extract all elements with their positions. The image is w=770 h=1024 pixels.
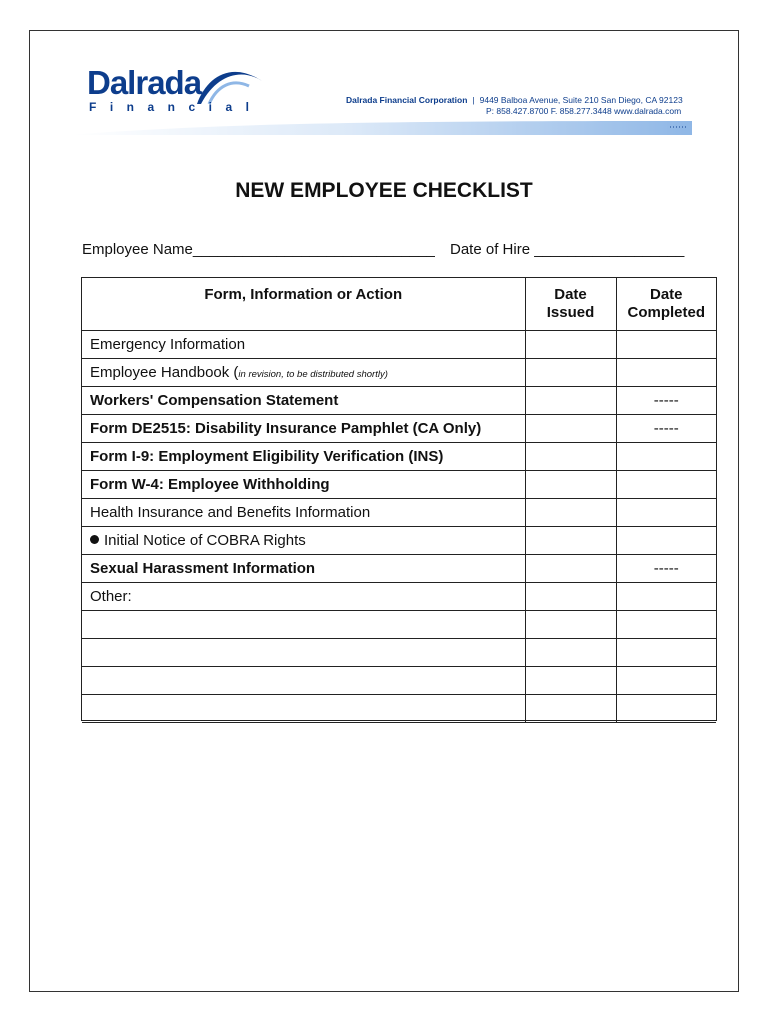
page-title: NEW EMPLOYEE CHECKLIST <box>235 179 533 202</box>
date-completed-cell[interactable] <box>616 695 716 723</box>
date-completed-cell[interactable] <box>616 443 716 471</box>
table-row <box>82 443 716 471</box>
row-label[interactable] <box>82 695 525 723</box>
date-issued-cell[interactable] <box>525 527 616 555</box>
table-row <box>82 611 716 639</box>
date-completed-cell[interactable] <box>616 583 716 611</box>
table-row <box>82 639 716 667</box>
logo-subtitle: Financial <box>89 100 263 114</box>
table-header-row <box>82 278 716 331</box>
row-label[interactable]: Other: <box>82 583 525 611</box>
checklist-table <box>81 277 717 721</box>
employee-name-field[interactable]: Employee Name_____________________________ <box>82 241 435 258</box>
date-completed-cell[interactable] <box>616 499 716 527</box>
row-label: Form DE2515: Disability Insurance Pamphlet (CA Only) <box>82 415 525 443</box>
row-label: Emergency Information <box>82 331 525 359</box>
corp-address-line <box>346 95 683 105</box>
date-issued-cell[interactable] <box>525 443 616 471</box>
corp-name: Dalrada Financial Corporation <box>346 95 468 105</box>
date-completed-cell[interactable] <box>616 667 716 695</box>
table-row <box>82 471 716 499</box>
table-row <box>82 499 716 527</box>
corp-contact: P: 858.427.8700 F. 858.277.3448 www.dalrada.com <box>486 106 682 116</box>
row-label[interactable] <box>82 667 525 695</box>
table-row <box>82 331 716 359</box>
date-issued-cell[interactable] <box>525 331 616 359</box>
row-label: Employee Handbook (in revision, to be distributed shortly) <box>82 359 525 387</box>
header-date-issued: Date Issued <box>525 278 616 331</box>
row-label: Form I-9: Employment Eligibility Verification (INS) <box>82 443 525 471</box>
date-completed-cell[interactable] <box>616 359 716 387</box>
table-row <box>82 555 716 583</box>
separator: | <box>472 95 475 105</box>
header-date-completed: Date Completed <box>616 278 716 331</box>
table-row <box>82 359 716 387</box>
date-issued-cell[interactable] <box>525 499 616 527</box>
date-issued-cell[interactable] <box>525 387 616 415</box>
date-of-hire-field[interactable]: Date of Hire __________________ <box>450 241 685 258</box>
row-label[interactable] <box>82 639 525 667</box>
date-issued-cell[interactable] <box>525 583 616 611</box>
logo-wordmark: Dalrada <box>87 64 202 101</box>
date-completed-cell[interactable] <box>616 331 716 359</box>
row-label: Health Insurance and Benefits Information <box>82 499 525 527</box>
table-row <box>82 583 716 611</box>
row-label: Initial Notice of COBRA Rights <box>82 527 525 555</box>
date-issued-cell[interactable] <box>525 359 616 387</box>
date-issued-cell[interactable] <box>525 555 616 583</box>
row-label: Sexual Harassment Information <box>82 555 525 583</box>
date-completed-cell[interactable] <box>616 471 716 499</box>
date-issued-cell[interactable] <box>525 639 616 667</box>
letterhead-swoosh <box>70 113 692 135</box>
date-issued-cell[interactable] <box>525 471 616 499</box>
date-issued-cell[interactable] <box>525 667 616 695</box>
row-label: Workers' Compensation Statement <box>82 387 525 415</box>
header-item: Form, Information or Action <box>82 278 525 331</box>
table-row <box>82 415 716 443</box>
company-logo <box>87 56 263 116</box>
table-row <box>82 695 716 723</box>
row-label: Form W-4: Employee Withholding <box>82 471 525 499</box>
date-issued-cell[interactable] <box>525 695 616 723</box>
date-completed-cell[interactable] <box>616 611 716 639</box>
date-issued-cell[interactable] <box>525 415 616 443</box>
date-completed-cell[interactable]: ----- <box>616 387 716 415</box>
table-row <box>82 527 716 555</box>
date-completed-cell[interactable]: ----- <box>616 415 716 443</box>
date-completed-cell[interactable]: ----- <box>616 555 716 583</box>
date-issued-cell[interactable] <box>525 611 616 639</box>
document-page <box>29 30 739 992</box>
row-note: in revision, to be distributed shortly) <box>238 369 388 380</box>
table-row <box>82 387 716 415</box>
row-label[interactable] <box>82 611 525 639</box>
date-completed-cell[interactable] <box>616 527 716 555</box>
date-completed-cell[interactable] <box>616 639 716 667</box>
corp-address: 9449 Balboa Avenue, Suite 210 San Diego, CA 92123 <box>479 95 683 105</box>
table-row <box>82 667 716 695</box>
bullet-icon <box>90 535 99 544</box>
